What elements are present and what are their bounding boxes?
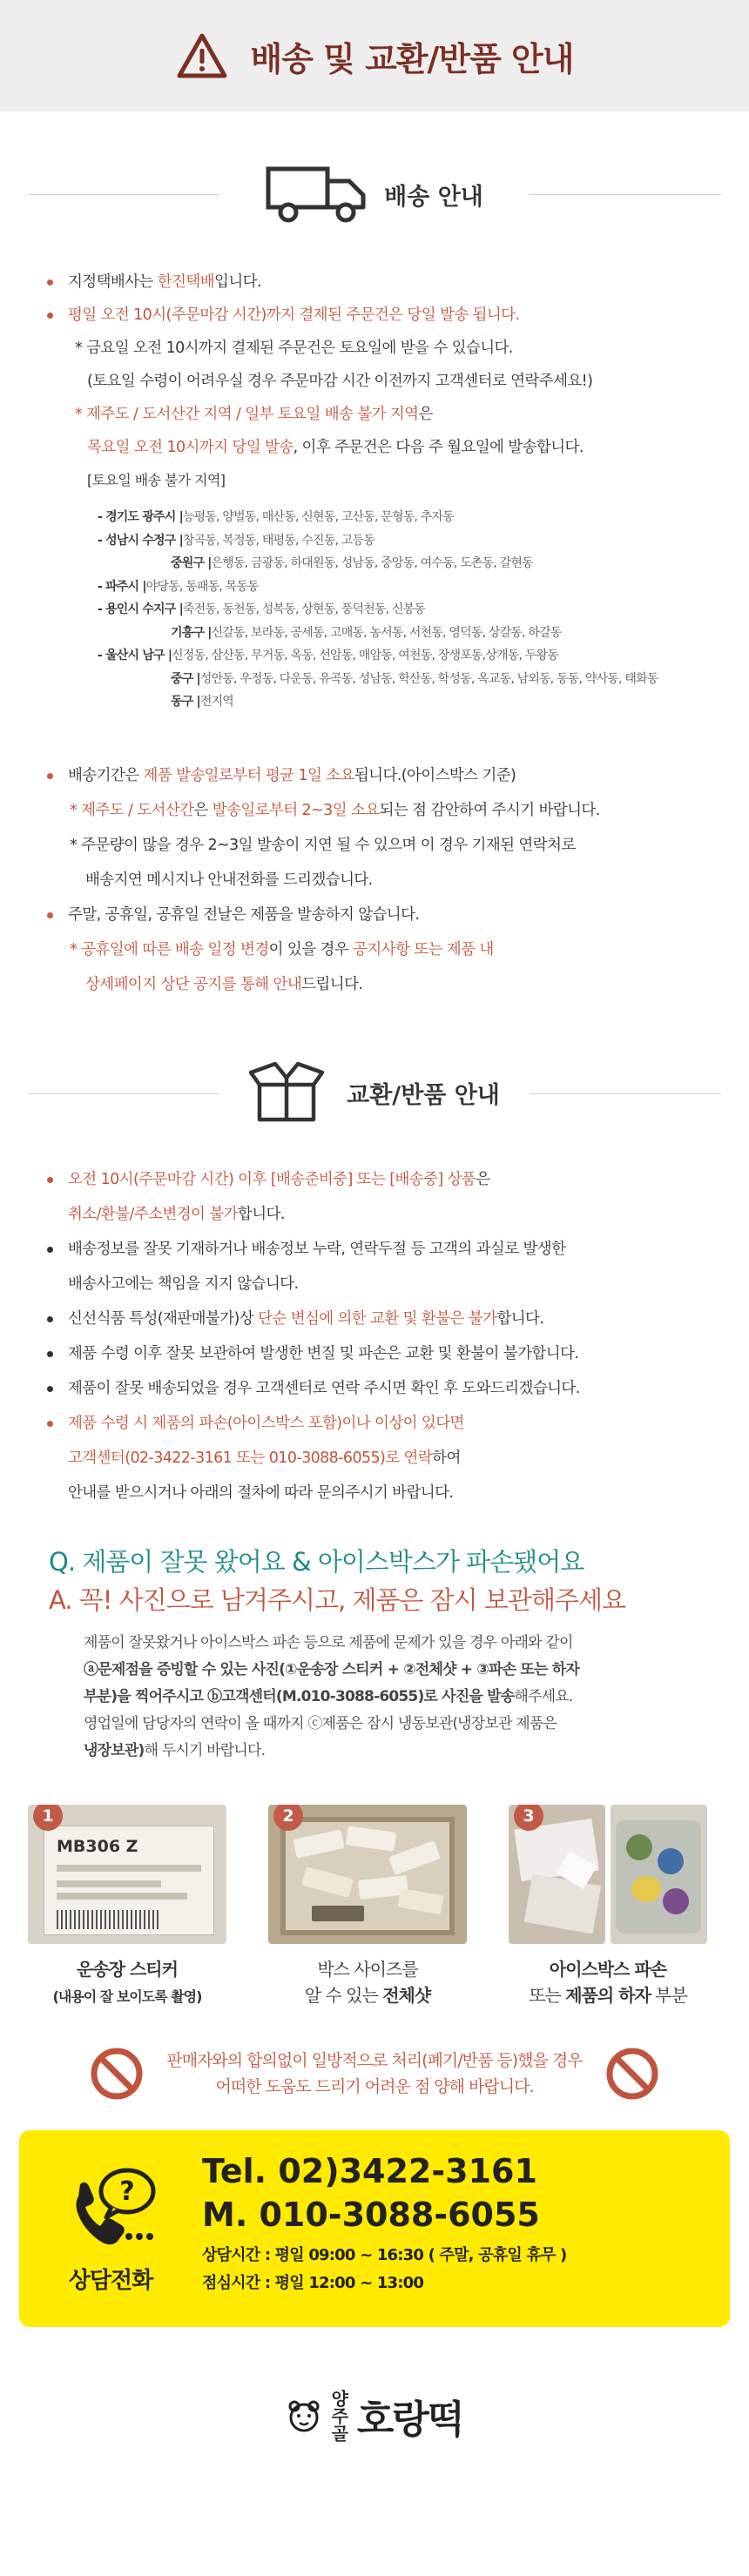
qa-line: 부분)을 찍어주시고 ⓑ고객센터(M.010-3088-6055)로 사진을 발송해주세요.: [84, 1687, 573, 1705]
region-label: - 울산시 남구 |: [98, 649, 172, 662]
question: Q. 제품이 잘못 왔어요 & 아이스박스가 파손됐어요: [49, 1546, 584, 1577]
prohibited-icon: [605, 2047, 659, 2101]
region-value: 신갈동, 보라동, 공세동, 고매동, 농서동, 서천동, 영덕동, 상갈동, 하갈동: [211, 625, 562, 640]
waybill-photo: [28, 1805, 226, 1944]
exchange-damage: 제품 수령 시 제품의 파손(아이스박스 포함)이나 이상이 있다면: [47, 1410, 704, 1436]
whole-box-photo: [268, 1805, 467, 1944]
contact-details: [202, 2130, 566, 2327]
delivery-section-head: [0, 151, 749, 238]
box-icon: [249, 1059, 324, 1128]
exchange-section-head: [0, 1050, 749, 1137]
delivery-saturday-note: (토요일 수령이 어려우실 경우 주문마감 시간 이전까지 고객센터로 연락주세요!): [87, 373, 593, 390]
exchange-info-error-2: 배송사고에는 책임을 지지 않습니다.: [68, 1275, 299, 1293]
photo-example-1: [28, 1805, 226, 2010]
region-label: 중원구 |: [171, 556, 212, 570]
logo-small-text: 양주골: [327, 2389, 349, 2442]
contact-hours: 상담시간 : 평일 09:00 ~ 16:30 ( 주말, 공휴일 휴무 ): [202, 2245, 567, 2264]
warning-icon: [176, 32, 228, 79]
divider: [530, 194, 721, 195]
delivery-friday-note: * 금요일 오전 10시까지 결제된 주문건은 토요일에 받을 수 있습니다.: [75, 340, 513, 357]
region-row: [98, 529, 704, 553]
exchange-storage: 제품 수령 이후 잘못 보관하여 발생한 변질 및 파손은 교환 및 환불이 불가합니다.: [47, 1341, 704, 1367]
waybill-sticker: [44, 1826, 214, 1935]
delivery-jeju-note-2: 목요일 오전 10시까지 당일 발송, 이후 주문건은 다음 주 월요일에 발송합니다.: [87, 439, 584, 456]
photo-example-2: [268, 1805, 467, 2010]
region-row: [98, 668, 704, 691]
delivery-island-period: * 제주도 / 도서산간은 발송일로부터 2~3일 소요되는 점 감안하여 주시기 바랍니다.: [70, 801, 600, 819]
warning-notice: [0, 2047, 749, 2101]
box-contents: [280, 1817, 455, 1935]
qa-line: 제품이 잘못왔거나 아이스박스 파손 등으로 제품에 문제가 있을 경우 아래와 같이: [84, 1633, 573, 1651]
region-title: [토요일 배송 불가 지역]: [87, 472, 226, 488]
delivery-content: [0, 269, 749, 998]
region-value: 신정동, 삼산동, 무거동, 옥동, 선암동, 매암동, 여천동, 장생포동,상개동, 두왕동: [172, 649, 558, 662]
qa-line: 영업일에 담당자의 연락이 올 때까지 ⓒ제품은 잠시 냉동보관(냉장보관 제품은: [84, 1714, 557, 1732]
contact-label: 상담전화: [68, 2268, 153, 2294]
page-title: 배송 및 교환/반품 안내: [250, 39, 574, 78]
exchange-cancel-rule-2: 취소/환불/주소변경이 불가합니다.: [68, 1205, 285, 1223]
exchange-title: 교환/반품 안내: [347, 1082, 500, 1109]
region-label: - 파주시 |: [98, 579, 146, 594]
region-value: 죽전동, 동천동, 성복동, 상현동, 풍덕천동, 신봉동: [182, 602, 426, 616]
svg-text:?: ?: [119, 2176, 135, 2207]
region-label: - 용인시 수지구 |: [98, 602, 183, 616]
qa-line: ⓐ문제점을 증빙할 수 있는 사진(①운송장 스티커 + ②전체샷 + ③파손 또는 하자: [84, 1660, 579, 1678]
answer: A. 꼭! 사진으로 남겨주시고, 제품은 잠시 보관해주세요: [49, 1584, 625, 1615]
qa-paragraph: [0, 1619, 749, 1765]
region-value: 성안동, 우정동, 다운동, 유곡동, 성남동, 학산동, 학성동, 옥교동, 남외동, 동동, 약사동, 태화동: [199, 671, 658, 686]
step-badge: 3: [514, 1805, 543, 1831]
notice-text: 판매자와의 합의없이 일방적으로 처리(폐기/반품 등)했을 경우 어떠한 도움도 드리기 어려운 점 양해 바랍니다.: [166, 2050, 583, 2096]
exchange-fresh-food: 신선식품 특성(재판매불가)상 단순 변심에 의한 교환 및 환불은 불가합니다.: [47, 1306, 704, 1332]
photo-example-3: [509, 1805, 707, 2010]
delivery-holiday-change: * 공휴일에 따른 배송 일정 변경이 있을 경우 공지사항 또는 제품 내: [70, 940, 494, 958]
region-value: 능평동, 양벌동, 매산동, 신현동, 고산동, 문형동, 추자동: [182, 510, 454, 524]
delivery-period: 배송기간은 제품 발송일로부터 평균 1일 소요됩니다.(아이스박스 기준): [47, 763, 704, 789]
broken-icebox-photo: [509, 1805, 605, 1944]
photo-caption-2: 박스 사이즈를 알 수 있는 전체샷: [304, 1958, 431, 2006]
waybill-code: MB306 Z: [57, 1836, 138, 1856]
tiger-logo-icon: [287, 2398, 321, 2433]
delivery-holiday: 주말, 공휴일, 공휴일 전날은 제품을 발송하지 않습니다.: [47, 902, 704, 928]
region-row: [98, 644, 704, 668]
region-row: [98, 575, 704, 599]
exchange-damage-3: 안내를 받으시거나 아래의 절차에 따라 문의주시기 바랍니다.: [68, 1483, 454, 1502]
region-label: - 성남시 수정구 |: [98, 533, 183, 548]
divider: [28, 194, 219, 195]
contact-label-area: [19, 2130, 202, 2327]
region-value: 전지역: [199, 695, 234, 709]
region-label: - 경기도 광주시 |: [98, 510, 183, 524]
contact-tel[interactable]: Tel. 02)3422-3161: [202, 2151, 537, 2190]
phone-icon: [63, 2162, 159, 2249]
delivery-holiday-change-2: 상세페이지 상단 공지를 통해 안내드립니다.: [85, 975, 363, 993]
delivery-delay-note-2: 배송지연 메시지나 안내전화를 드리겠습니다.: [85, 871, 373, 889]
qa-block: [0, 1543, 749, 1765]
exchange-damage-2: 고객센터(02-3422-3161 또는 010-3088-6055)로 연락하여: [68, 1449, 461, 1467]
delivery-same-day: 평일 오전 10시(주문마감 시간)까지 결제된 주문건은 당일 발송 됩니다.: [47, 302, 704, 328]
region-value: 야당동, 동패동, 목동동: [145, 579, 259, 594]
step-badge: 1: [33, 1805, 63, 1831]
region-row: [98, 690, 704, 714]
region-row: [98, 552, 704, 575]
exchange-content: [0, 1167, 749, 1506]
exchange-wrong-delivery: 제품이 잘못 배송되었을 경우 고객센터로 연락 주시면 확인 후 도와드리겠습니다.: [47, 1375, 704, 1402]
photo-caption-1: 운송장 스티커 (내용이 잘 보이도록 촬영): [52, 1958, 202, 2005]
header-banner: [0, 0, 749, 111]
region-row: [98, 598, 704, 622]
exchange-cancel-rule: 오전 10시(주문마감 시간) 이후 [배송준비중] 또는 [배송중] 상품은: [47, 1167, 704, 1193]
delivery-courier: 지정택배사는 한진택배입니다.: [47, 269, 704, 295]
contact-lunch: 점심시간 : 평일 12:00 ~ 13:00: [202, 2273, 424, 2292]
region-row: [98, 622, 704, 645]
region-label: 동구 |: [171, 695, 200, 709]
divider: [28, 1093, 219, 1094]
region-value: 창곡동, 복정동, 태평동, 수진동, 고등동: [182, 533, 374, 548]
delivery-delay-note: * 주문량이 많을 경우 2~3일 발송이 지연 될 수 있으며 이 경우 기재된 연락처로: [70, 836, 576, 854]
photo-examples: [0, 1805, 749, 2010]
region-label: 중구 |: [171, 671, 200, 686]
region-label: 기흥구 |: [171, 625, 212, 640]
logo-text: 호랑떡: [356, 2397, 463, 2442]
damage-photos: [509, 1805, 707, 1944]
region-row: [98, 506, 704, 529]
region-value: 은행동, 금광동, 하대원동, 성남동, 중앙동, 여수동, 도촌동, 갈현동: [211, 556, 533, 570]
contact-mobile[interactable]: M. 010-3088-6055: [202, 2195, 540, 2234]
photo-caption-3: 아이스박스 파손 또는 제품의 하자 부분: [529, 1958, 687, 2006]
step-badge: 2: [273, 1805, 303, 1831]
brand-logo: [0, 2388, 749, 2444]
damaged-product-photo: [611, 1805, 707, 1944]
qa-line: 냉장보관)해 두시기 바랍니다.: [84, 1741, 266, 1759]
region-list: [47, 506, 704, 714]
delivery-title: 배송 안내: [384, 183, 483, 211]
delivery-jeju-note: * 제주도 / 도서산간 지역 / 일부 토요일 배송 불가 지역은: [75, 406, 433, 423]
divider: [530, 1093, 721, 1094]
prohibited-icon: [90, 2047, 144, 2101]
truck-icon: [266, 164, 368, 225]
exchange-info-error: 배송정보를 잘못 기재하거나 배송정보 누락, 연락두절 등 고객의 과실로 발생한: [47, 1236, 704, 1262]
contact-box: [19, 2130, 730, 2327]
